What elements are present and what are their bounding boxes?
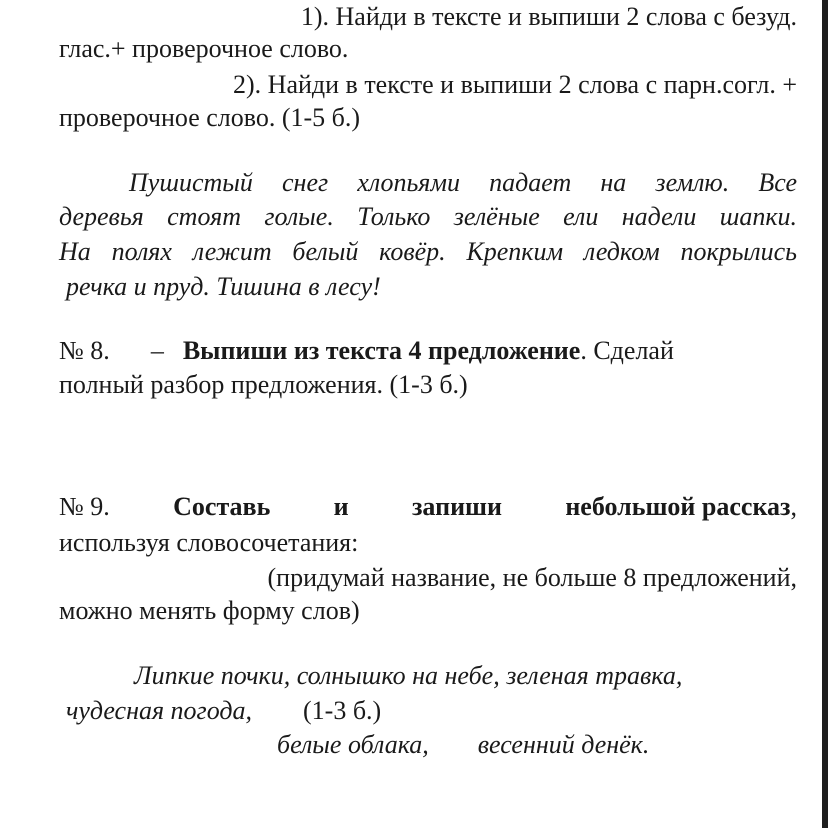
task8-number: № 8. <box>59 336 110 365</box>
phrases-line-2 <box>66 694 804 728</box>
task9-line-1 <box>59 490 797 524</box>
phrases-spring-day: весенний денёк. <box>477 730 650 759</box>
task9-word-and: и <box>333 492 349 521</box>
phrases-wonderful-weather: чудесная погода, <box>66 696 253 725</box>
task8-line-1 <box>59 334 797 368</box>
phrases-score: (1-3 б.) <box>303 696 382 725</box>
dictation-line-4: речка и пруд. Тишина в лесу! <box>66 272 381 301</box>
task9-word-compose: Составь <box>173 492 271 521</box>
task8-instruction-rest: . Сделай <box>580 336 674 365</box>
page-edge-border <box>822 0 828 828</box>
task9-word-small: небольшой <box>565 492 696 521</box>
phrases-line-3 <box>277 728 777 762</box>
phrases-line-1: Липкие почки, солнышко на небе, зеленая травка, <box>134 661 683 690</box>
task8-dash: – <box>150 336 164 365</box>
dictation-line-3: На полях лежит белый ковёр. Крепким ледком покрылись <box>59 237 797 266</box>
task9-line-2: используя словосочетания: <box>59 528 359 557</box>
task9-comma: , <box>790 492 797 521</box>
task7-item2-line2: проверочное слово. (1-5 б.) <box>59 103 361 132</box>
dictation-line-1: Пушистый снег хлопьями падает на землю. Все <box>129 168 797 197</box>
task9-note-line-2: можно менять форму слов) <box>59 596 360 625</box>
task7-item1-line2: глас.+ проверочное слово. <box>59 34 349 63</box>
task8-line-2: полный разбор предложения. (1-3 б.) <box>59 370 468 399</box>
phrases-white-clouds: белые облака, <box>277 730 429 759</box>
task9-note-line-1: (придумай название, не больше 8 предложений, <box>267 563 797 592</box>
task9-word-story: рассказ <box>701 492 791 521</box>
task7-item2-line1: 2). Найди в тексте и выпиши 2 слова с парн.согл. + <box>233 70 797 99</box>
task9-number: № 9. <box>59 492 110 521</box>
task9-word-write: запиши <box>411 492 502 521</box>
task7-item1-line1: 1). Найди в тексте и выпиши 2 слова с безуд. <box>300 2 797 31</box>
task8-instruction-bold: Выпиши из текста 4 предложение <box>182 336 581 365</box>
dictation-line-2: деревья стоят голые. Только зелёные ели надели шапки. <box>59 202 797 231</box>
